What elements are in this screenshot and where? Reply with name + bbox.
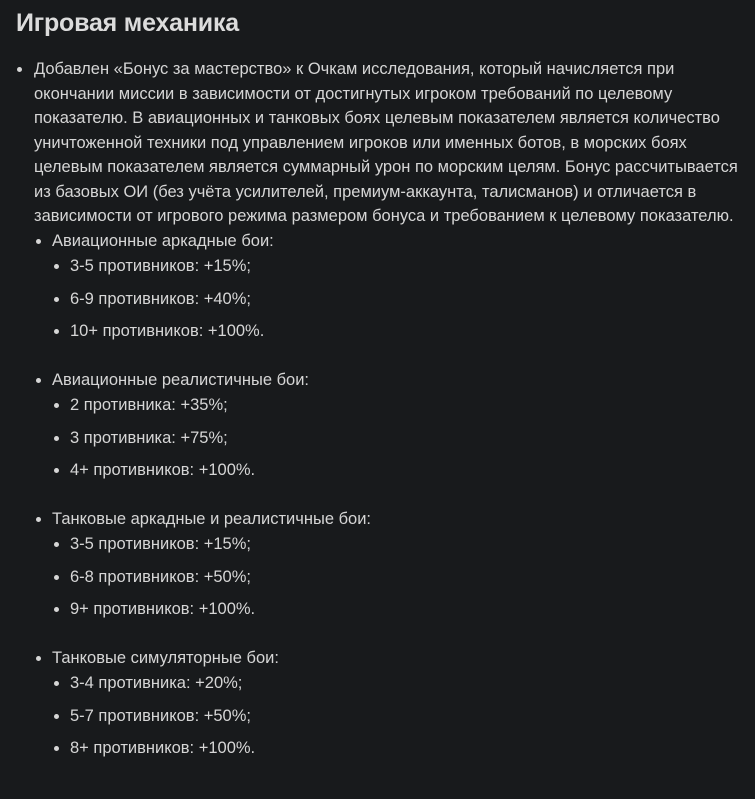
list-item [52, 704, 739, 729]
list-item-text: 3-5 противников: +15%; [70, 535, 251, 553]
bullet-icon [54, 607, 59, 612]
bullet-icon [36, 517, 41, 522]
group-items [52, 671, 739, 761]
list-item-text: 4+ противников: +100%. [70, 461, 256, 479]
bullet-icon [54, 542, 59, 547]
list-item-text: 9+ противников: +100%. [70, 600, 256, 618]
bonus-groups [34, 229, 739, 761]
list-item [52, 736, 739, 761]
list-item [52, 319, 739, 344]
group-items [52, 393, 739, 483]
list-item-text: 10+ противников: +100%. [70, 322, 265, 340]
bullet-icon [54, 714, 59, 719]
list-item-text: 6-8 противников: +50%; [70, 567, 251, 586]
list-item [52, 254, 739, 279]
bullet-icon [54, 297, 59, 302]
group-title: Авиационные реалистичные бои: [52, 370, 310, 389]
group-tank-arcade-realistic [34, 507, 739, 622]
list-item [52, 393, 739, 418]
bullet-icon [36, 239, 41, 244]
list-item [52, 458, 739, 483]
main-item-text: Добавлен «Бонус за мастерство» к Очкам исследования, который начисляется при окончании миссии в зависимости от достигнутых игроком требований по целевому показателю. В авиационных и танковых боях целевым показателем является количество уничтоженной техники под управлением игроков или именных ботов, в морских боях целевым показателем является суммарный урон по морским целям. Бонус рассчитывается из базовых ОИ (без учёта усилителей, премиум-аккаунта, талисманов) и отличается в зависимости от игрового режима размером бонуса и требованием к целевому показателю. [34, 60, 738, 225]
group-aviation-realistic [34, 368, 739, 483]
bullet-icon [17, 67, 22, 72]
list-item-text: 6-9 противников: +40%; [70, 289, 251, 308]
list-item [52, 597, 739, 622]
group-title: Авиационные аркадные бои: [52, 231, 274, 250]
bullet-icon [36, 378, 41, 383]
group-aviation-arcade [34, 229, 739, 344]
group-tank-simulator [34, 646, 739, 761]
list-item [52, 532, 739, 557]
bullet-icon [54, 746, 59, 751]
list-item-text: 5-7 противников: +50%; [70, 706, 251, 725]
main-list [0, 57, 755, 761]
bullet-icon [36, 656, 41, 661]
bullet-icon [54, 329, 59, 334]
changelog-content [0, 57, 755, 761]
list-item-text: 3-4 противника: +20%; [70, 674, 243, 692]
group-items [52, 254, 739, 344]
list-item [52, 565, 739, 590]
bullet-icon [54, 468, 59, 473]
section-title: Игровая механика [16, 9, 239, 37]
bullet-icon [54, 575, 59, 580]
list-item-text: 3-5 противников: +15%; [70, 257, 251, 275]
bullet-icon [54, 436, 59, 441]
group-title: Танковые симуляторные бои: [52, 648, 279, 667]
list-item-text: 8+ противников: +100%. [70, 739, 256, 757]
main-list-item [0, 57, 755, 761]
list-item [52, 426, 739, 451]
list-item-text: 3 противника: +75%; [70, 428, 228, 447]
group-title: Танковые аркадные и реалистичные бои: [52, 509, 372, 528]
group-items [52, 532, 739, 622]
bullet-icon [54, 264, 59, 269]
list-item [52, 671, 739, 696]
bullet-icon [54, 403, 59, 408]
list-item [52, 287, 739, 312]
bullet-icon [54, 681, 59, 686]
list-item-text: 2 противника: +35%; [70, 396, 228, 414]
